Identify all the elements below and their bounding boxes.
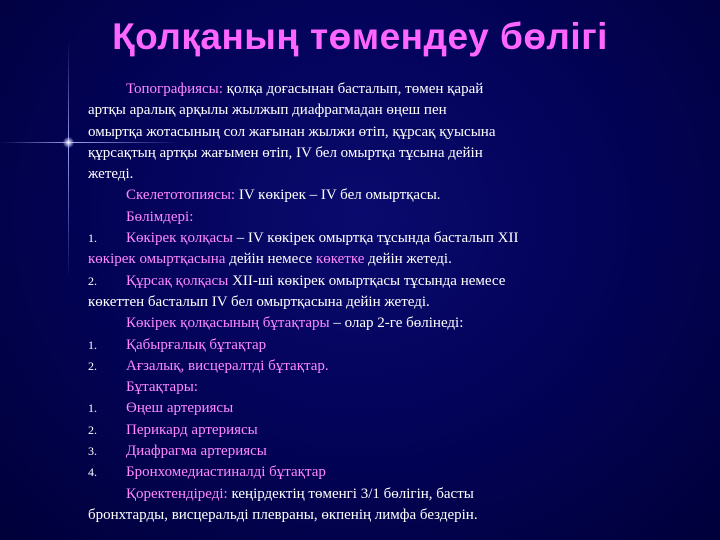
list-item bbox=[88, 335, 628, 356]
text-line: омыртқа жотасының сол жағынан жылжи өтіп, құрсақ қуысына bbox=[88, 123, 496, 140]
text-line bbox=[88, 313, 628, 334]
text-line: бронхтарды, висцеральді плевраны, өкпенің лимфа бездерін. bbox=[88, 506, 478, 523]
list-item-label: Диафрагма артериясы bbox=[126, 443, 267, 460]
list-number: 2. bbox=[88, 422, 97, 437]
text-line bbox=[88, 79, 628, 100]
list-number: 3. bbox=[88, 444, 97, 459]
list-item bbox=[88, 271, 628, 292]
abdominal-aorta-label: Құрсақ қолқасы bbox=[126, 272, 229, 289]
nourishes-label: Қоректендіреді: bbox=[126, 485, 228, 502]
skeletotopy-label: Скелетотопиясы: bbox=[126, 187, 236, 204]
list-number: 4. bbox=[88, 465, 97, 480]
subbranches-heading: Бұтақтары: bbox=[126, 379, 198, 396]
list-item bbox=[88, 228, 628, 249]
list-item bbox=[88, 398, 628, 419]
text-span: – олар 2-ге бөлінеді: bbox=[329, 315, 464, 332]
list-item bbox=[88, 462, 628, 483]
list-number: 2. bbox=[88, 358, 97, 373]
decorative-vertical-line bbox=[68, 40, 69, 280]
text-line: көкеттен басталып IV бел омыртқасына дейін жетеді. bbox=[88, 293, 430, 310]
text-span-pink: көкірек омыртқасына bbox=[88, 251, 226, 268]
text-span: дейін жетеді. bbox=[364, 251, 452, 268]
list-item-label: Бронхомедиастиналді бұтақтар bbox=[126, 464, 326, 481]
list-number: 2. bbox=[88, 273, 97, 288]
text-span: – IV көкірек омыртқа тұсында басталып XII bbox=[232, 230, 519, 247]
list-item-label: Өңеш артериясы bbox=[126, 400, 234, 417]
text-line: жетеді. bbox=[88, 166, 134, 183]
list-item bbox=[88, 420, 628, 441]
text-line: артқы аралық арқылы жылжып диафрагмадан өңеш пен bbox=[88, 102, 447, 119]
text-span: кеңірдектің төменгі 3/1 бөлігін, басты bbox=[227, 485, 474, 502]
list-item-label: Перикард артериясы bbox=[126, 421, 258, 438]
text-line bbox=[88, 249, 628, 270]
list-item-label: Ағзалық, висцералтді бұтақтар. bbox=[126, 357, 329, 374]
topography-label: Топографиясы: bbox=[126, 81, 223, 97]
text-line bbox=[88, 185, 628, 206]
branches-label: Көкірек қолқасының бұтақтары bbox=[126, 315, 330, 332]
list-item bbox=[88, 441, 628, 462]
text-span: дейін немесе bbox=[225, 251, 316, 268]
list-number: 1. bbox=[88, 337, 97, 352]
list-item-label: Қабырғалық бұтақтар bbox=[126, 336, 267, 353]
thoracic-aorta-label: Көкірек қолқасы bbox=[126, 230, 233, 247]
text-span: XII-ші көкірек омыртқасы тұсында немесе bbox=[228, 272, 506, 289]
list-number: 1. bbox=[88, 401, 97, 416]
text-span-pink: көкетке bbox=[315, 251, 365, 268]
list-number: 1. bbox=[88, 231, 97, 246]
text-span: қолқа доғасынан басталып, төмен қарай bbox=[222, 81, 484, 97]
sections-heading: Бөлімдері: bbox=[126, 208, 194, 225]
text-line bbox=[88, 484, 628, 505]
slide-body bbox=[88, 79, 628, 526]
list-item bbox=[88, 356, 628, 377]
decorative-sparkle-icon bbox=[63, 137, 74, 148]
slide-title: Қолқаның төмендеу бөлігі bbox=[112, 16, 608, 57]
text-span: IV көкірек – IV бел омыртқасы. bbox=[235, 187, 441, 204]
text-line: құрсақтың артқы жағымен өтіп, IV бел омыртқа тұсына дейін bbox=[88, 144, 483, 161]
